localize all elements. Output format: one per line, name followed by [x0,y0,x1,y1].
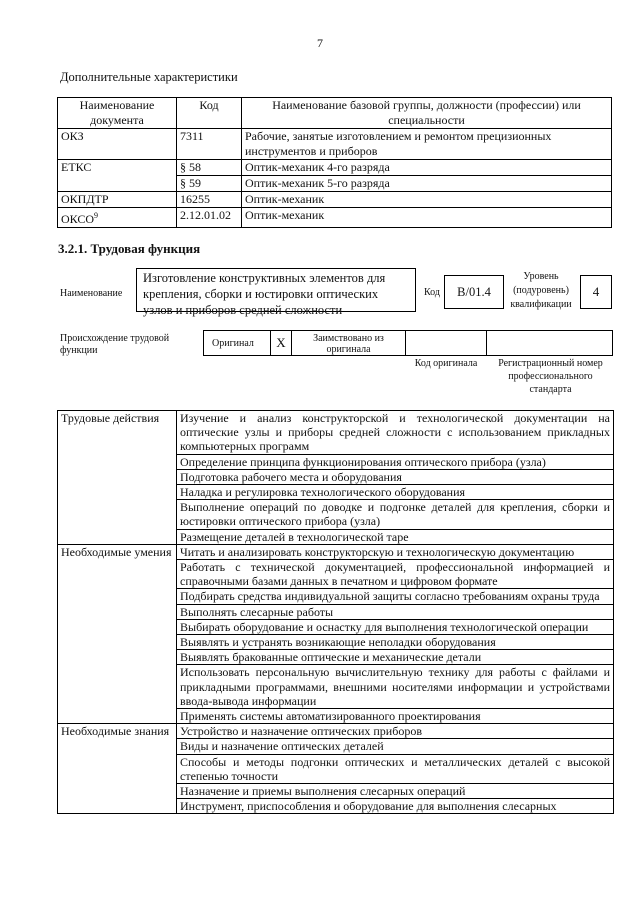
code-original-cell [405,330,487,356]
table-row [58,724,614,739]
group-item: Читать и анализировать конструкторскую и технологическую документацию [177,544,614,559]
doc-text: ОКСО [61,212,95,226]
header-doc: Наименование документа [58,98,177,129]
cell-name: Оптик-механик 4-го разряда [242,160,612,176]
origin-row [203,330,613,356]
header-code: Код [177,98,242,129]
group-item: Подготовка рабочего места и оборудования [177,469,614,484]
cell-code: 16255 [177,192,242,208]
group-item: Выполнение операций по доводке и подгонке деталей для крепления, сборки и юстировки оптического прибора (узла) [177,500,614,529]
cell-doc [58,208,177,228]
group-label: Трудовые действия [58,411,177,545]
table-row [58,411,614,455]
group-item: Назначение и приемы выполнения слесарных операций [177,784,614,799]
page-number: 7 [317,36,323,50]
origin-label: Происхождение трудовой функции [60,333,170,356]
group-item: Выявлять бракованные оптические и механические детали [177,650,614,665]
cell-doc: ЕТКС [58,160,177,192]
group-item: Устройство и назначение оптических приборов [177,724,614,739]
group-item: Использовать персональную вычислительную технику для работы с файлами и прикладными программами, внешними носителями информации и устройствами ввода-вывода информации [177,665,614,709]
header-name: Наименование базовой группы, должности (профессии) или специальности [242,98,612,129]
function-code-label: Код [424,287,440,298]
cell-code: § 58 [177,160,242,176]
cell-name: Оптик-механик [242,192,612,208]
table-row [58,544,614,559]
qualification-level-label: Уровень (подуровень) квалификации [510,271,572,310]
cell-code: § 59 [177,176,242,192]
work-functions-table [57,410,614,814]
group-label: Необходимые знания [58,724,177,814]
table-row [58,192,612,208]
group-item: Подбирать средства индивидуальной защиты согласно требованиям охраны труда [177,589,614,604]
group-item: Выполнять слесарные работы [177,604,614,619]
reg-number-label: Регистрационный номер профессионального стандарта [498,358,603,395]
group-item: Инструмент, приспособления и оборудование для выполнения слесарных [177,799,614,814]
table-row [58,129,612,160]
cell-name: Рабочие, занятые изготовлением и ремонтом прецизионных инструментов и приборов [242,129,612,160]
additional-characteristics-title: Дополнительные характеристики [60,70,238,84]
group-item: Наладка и регулировка технологического оборудования [177,485,614,500]
group-item: Работать с технической документацией, профессиональной информацией и справочными базами данных в печатном и цифровом формате [177,560,614,589]
reg-number-cell [486,330,613,356]
cell-doc: ОКЗ [58,129,177,160]
cell-code: 2.12.01.02 [177,208,242,228]
function-name-label: Наименование [60,288,123,299]
group-item: Применять системы автоматизированного проектирования [177,709,614,724]
original-label: Оригинал [203,330,271,356]
additional-characteristics-table [57,97,612,228]
section-title: 3.2.1. Трудовая функция [58,241,201,256]
table-header-row [58,98,612,129]
function-code-box: В/01.4 [444,275,504,309]
group-item: Выявлять и устранять возникающие неполадки оборудования [177,635,614,650]
cell-name: Оптик-механик 5-го разряда [242,176,612,192]
cell-doc: ОКПДТР [58,192,177,208]
cell-code: 7311 [177,129,242,160]
function-name-box: Изготовление конструктивных элементов для крепления, сборки и юстировки оптических узлов и приборов средней сложности [136,268,416,312]
group-item: Способы и методы подгонки оптических и металлических деталей с высокой степенью точности [177,754,614,783]
group-item: Выбирать оборудование и оснастку для выполнения технологической операции [177,619,614,634]
group-item: Виды и назначение оптических деталей [177,739,614,754]
cell-name: Оптик-механик [242,208,612,228]
qualification-level-box: 4 [580,275,612,309]
group-item: Размещение деталей в технологической таре [177,529,614,544]
table-row [58,208,612,228]
group-item: Изучение и анализ конструкторской и технологической документации на оптические узлы и приборы средней сложности с использованием прикладных компьютерных программ [177,411,614,455]
borrowed-label: Заимствовано из оригинала [291,330,406,356]
footnote-mark: 9 [94,211,99,220]
original-mark: X [270,330,292,356]
group-item: Определение принципа функционирования оптического прибора (узла) [177,454,614,469]
code-original-label: Код оригинала [414,358,478,369]
table-row [58,160,612,176]
group-label: Необходимые умения [58,544,177,723]
